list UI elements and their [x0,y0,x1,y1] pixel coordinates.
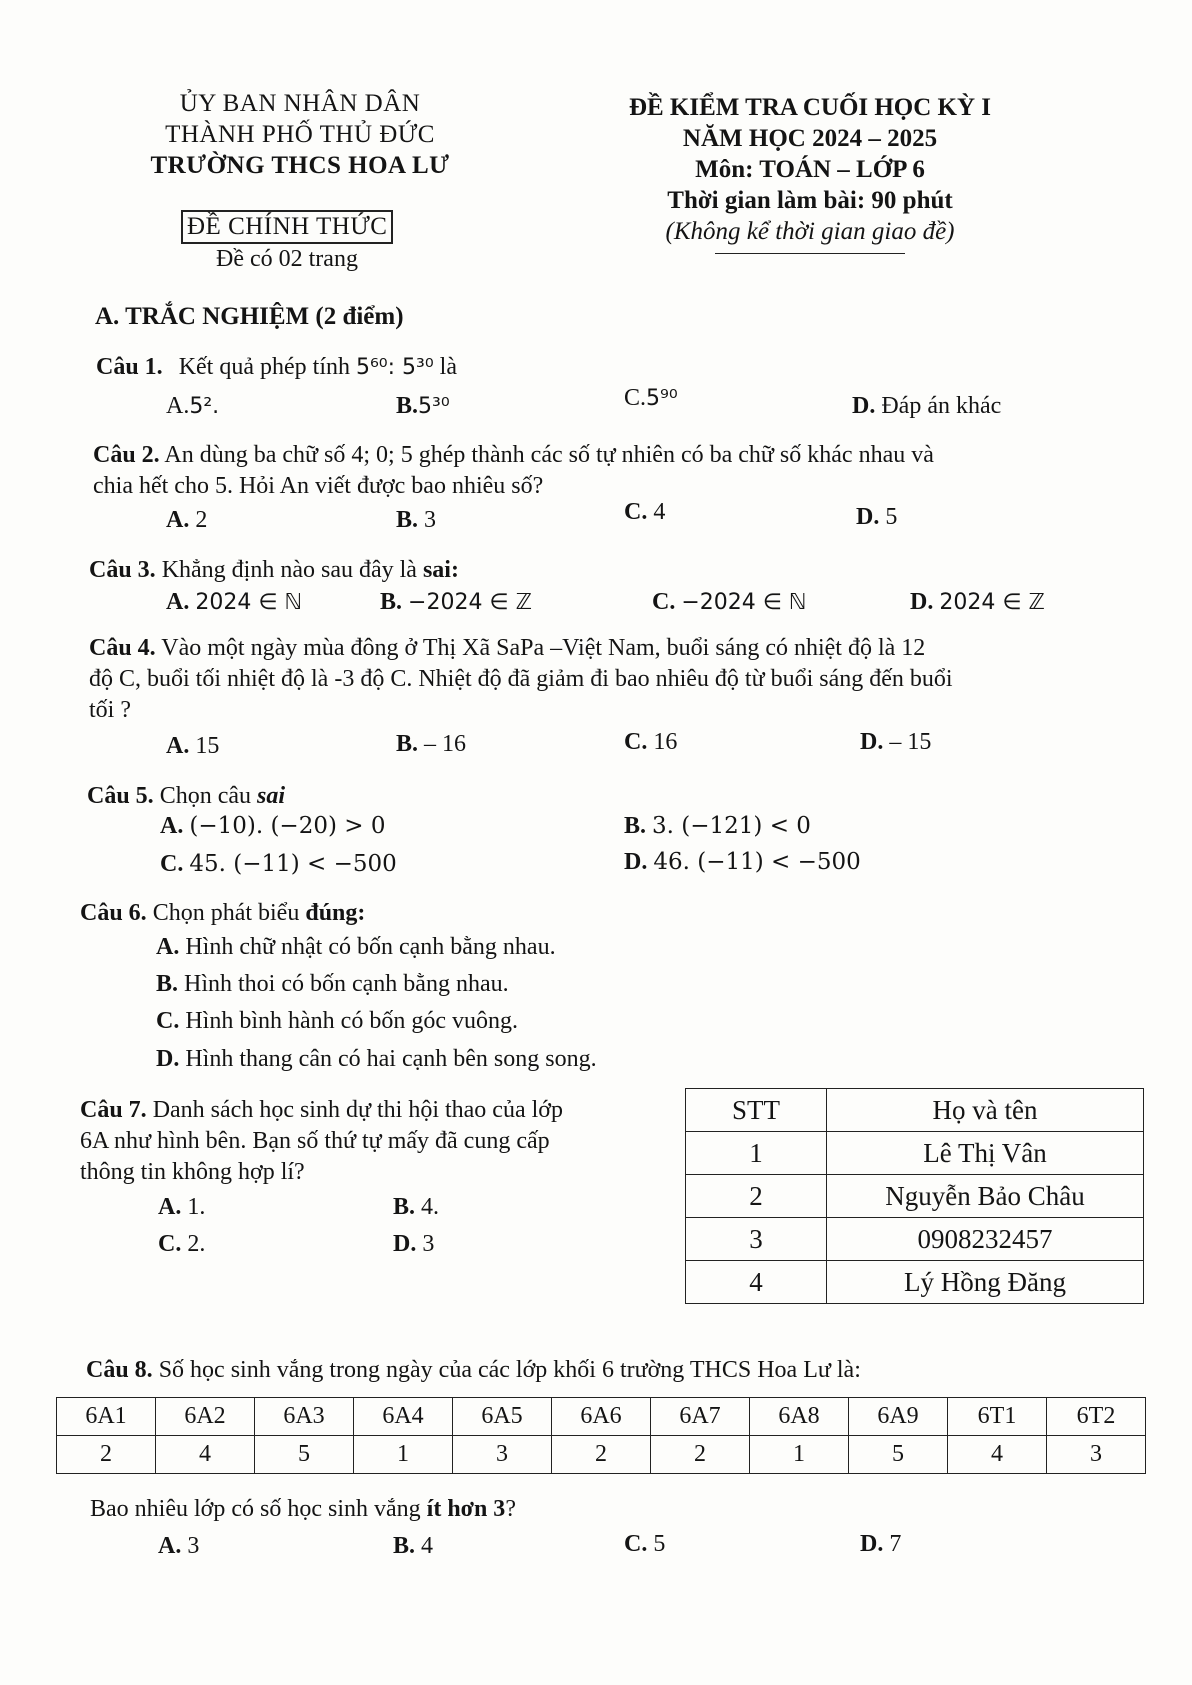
table-cell: 2 [686,1175,827,1218]
table-cell: 6A4 [354,1398,453,1436]
table-row [686,1132,1144,1175]
q7-option-b: B. 4. [393,1194,440,1220]
table-cell: 3 [1047,1436,1146,1474]
q6-option-b: B. Hình thoi có bốn cạnh bằng nhau. [156,971,509,997]
q3-option-b: B. −2024 ∈ ℤ [380,589,532,615]
q1-label: Câu 1. [96,354,163,380]
header-line-3: TRƯỜNG THCS HOA LƯ [150,152,450,179]
q5-option-d: D. 46. (−11) < −500 [624,849,861,875]
q6-option-d: D. Hình thang cân có hai cạnh bên song song. [156,1046,597,1072]
q1-expr: 5⁶⁰: 5³⁰ [355,355,434,380]
question-8: Câu 8. Số học sinh vắng trong ngày của các lớp khối 6 trường THCS Hoa Lư là: [86,1357,861,1383]
q1-text: Kết quả phép tính [178,354,350,380]
table-cell: 6A5 [453,1398,552,1436]
q1-suffix: là [439,354,457,380]
question-5: Câu 5. Chọn câu sai [87,783,286,809]
table-cell: 6A3 [255,1398,354,1436]
official-label: ĐỀ CHÍNH THỨC [181,210,393,244]
table-cell: 4 [156,1436,255,1474]
table-cell: 2 [552,1436,651,1474]
table-cell: 5 [255,1436,354,1474]
table-cell: 6T2 [1047,1398,1146,1436]
q4-option-c: C. 16 [624,729,678,755]
table-cell: 6T1 [948,1398,1047,1436]
q1-option-b: B.5³⁰ [396,393,450,419]
q6-option-c: C. Hình bình hành có bốn góc vuông. [156,1008,518,1034]
student-list-table [685,1088,1144,1304]
table-cell: Lê Thị Vân [827,1132,1144,1175]
q8-option-a: A. 3 [158,1533,200,1559]
table-row [686,1175,1144,1218]
table-cell: 1 [354,1436,453,1474]
table-header-row [686,1089,1144,1132]
q8-option-d: D. 7 [860,1531,902,1557]
question-6: Câu 6. Chọn phát biểu đúng: [80,900,366,926]
table-cell: Lý Hồng Đăng [827,1261,1144,1304]
question-2: Câu 2. An dùng ba chữ số 4; 0; 5 ghép thành các số tự nhiên có ba chữ số khác nhau và chia hết cho 5. Hỏi An viết được bao nhiêu số? [93,442,934,499]
q1-option-a: A.5². [166,393,220,419]
school-header [110,88,490,181]
class-row [57,1398,1146,1436]
question-7: Câu 7. Danh sách học sinh dự thi hội thao của lớp 6A như hình bên. Bạn số thứ tự mấy đã cung cấp thông tin không hợp lí? [80,1097,563,1185]
q5-option-a: A. (−10). (−20) > 0 [160,813,386,839]
q3-option-a: A. 2024 ∈ ℕ [166,589,303,615]
exam-note: (Không kể thời gian giao đề) [665,218,955,245]
header-line-1: ỦY BAN NHÂN DÂN [179,90,421,117]
exam-subject: Môn: TOÁN – LỚP 6 [695,156,925,183]
table-cell: 0908232457 [827,1218,1144,1261]
table-cell: 6A2 [156,1398,255,1436]
q8-option-b: B. 4 [393,1533,434,1559]
table-cell: 1 [750,1436,849,1474]
table-cell: 4 [686,1261,827,1304]
table-row [686,1261,1144,1304]
q2-option-a: A. 2 [166,507,208,533]
q3-option-c: C. −2024 ∈ ℕ [652,589,807,615]
q8-question: Bao nhiêu lớp có số học sinh vắng ít hơn 3? [90,1496,516,1522]
question-1 [96,352,457,383]
table-cell: 5 [849,1436,948,1474]
q7-option-d: D. 3 [393,1231,435,1257]
table-cell: 1 [686,1132,827,1175]
q2-option-c: C. 4 [624,499,666,525]
table-cell: 6A9 [849,1398,948,1436]
q7-option-c: C. 2. [158,1231,206,1257]
table-cell: 2 [57,1436,156,1474]
exam-header [560,92,1060,254]
absent-row [57,1436,1146,1474]
q2-option-b: B. 3 [396,507,437,533]
table-cell: 3 [686,1218,827,1261]
table-cell: 6A1 [57,1398,156,1436]
q6-option-a: A. Hình chữ nhật có bốn cạnh bằng nhau. [156,934,556,960]
table-cell: 6A7 [651,1398,750,1436]
question-4: Câu 4. Vào một ngày mùa đông ở Thị Xã SaPa –Việt Nam, buổi sáng có nhiệt độ là 12 độ C, buổi tối nhiệt độ là -3 độ C. Nhiệt độ đã giảm đi bao nhiêu độ từ buổi sáng đến buổi tối ? [89,635,953,723]
exam-year: NĂM HỌC 2024 – 2025 [682,125,938,152]
absence-table [56,1397,1146,1474]
header-line-2: THÀNH PHỐ THỦ ĐỨC [165,121,435,148]
q4-option-d: D. – 15 [860,729,932,755]
table-cell: 6A8 [750,1398,849,1436]
pages-note: Đề có 02 trang [216,246,358,272]
q3-option-d: D. 2024 ∈ ℤ [910,589,1045,615]
table-header: Họ và tên [827,1089,1144,1132]
header-divider [715,253,905,254]
q5-option-c: C. 45. (−11) < −500 [160,851,397,877]
q1-option-d: D. Đáp án khác [852,393,1002,419]
table-cell: 6A6 [552,1398,651,1436]
q7-option-a: A. 1. [158,1194,206,1220]
table-cell: 3 [453,1436,552,1474]
table-row [686,1218,1144,1261]
q4-option-a: A. 15 [166,733,220,759]
section-title: A. TRẮC NGHIỆM (2 điểm) [95,303,404,330]
exam-time: Thời gian làm bài: 90 phút [667,187,953,214]
q5-option-b: B. 3. (−121) < 0 [624,813,811,839]
q8-option-c: C. 5 [624,1531,666,1557]
table-cell: 4 [948,1436,1047,1474]
table-cell: 2 [651,1436,750,1474]
table-cell: Nguyễn Bảo Châu [827,1175,1144,1218]
q1-option-c: C.5⁹⁰ [624,385,678,411]
question-3: Câu 3. Khẳng định nào sau đây là sai: [89,557,459,583]
table-header: STT [686,1089,827,1132]
q2-option-d: D. 5 [856,504,898,530]
q4-option-b: B. – 16 [396,731,467,757]
exam-title: ĐỀ KIỂM TRA CUỐI HỌC KỲ I [628,94,992,121]
